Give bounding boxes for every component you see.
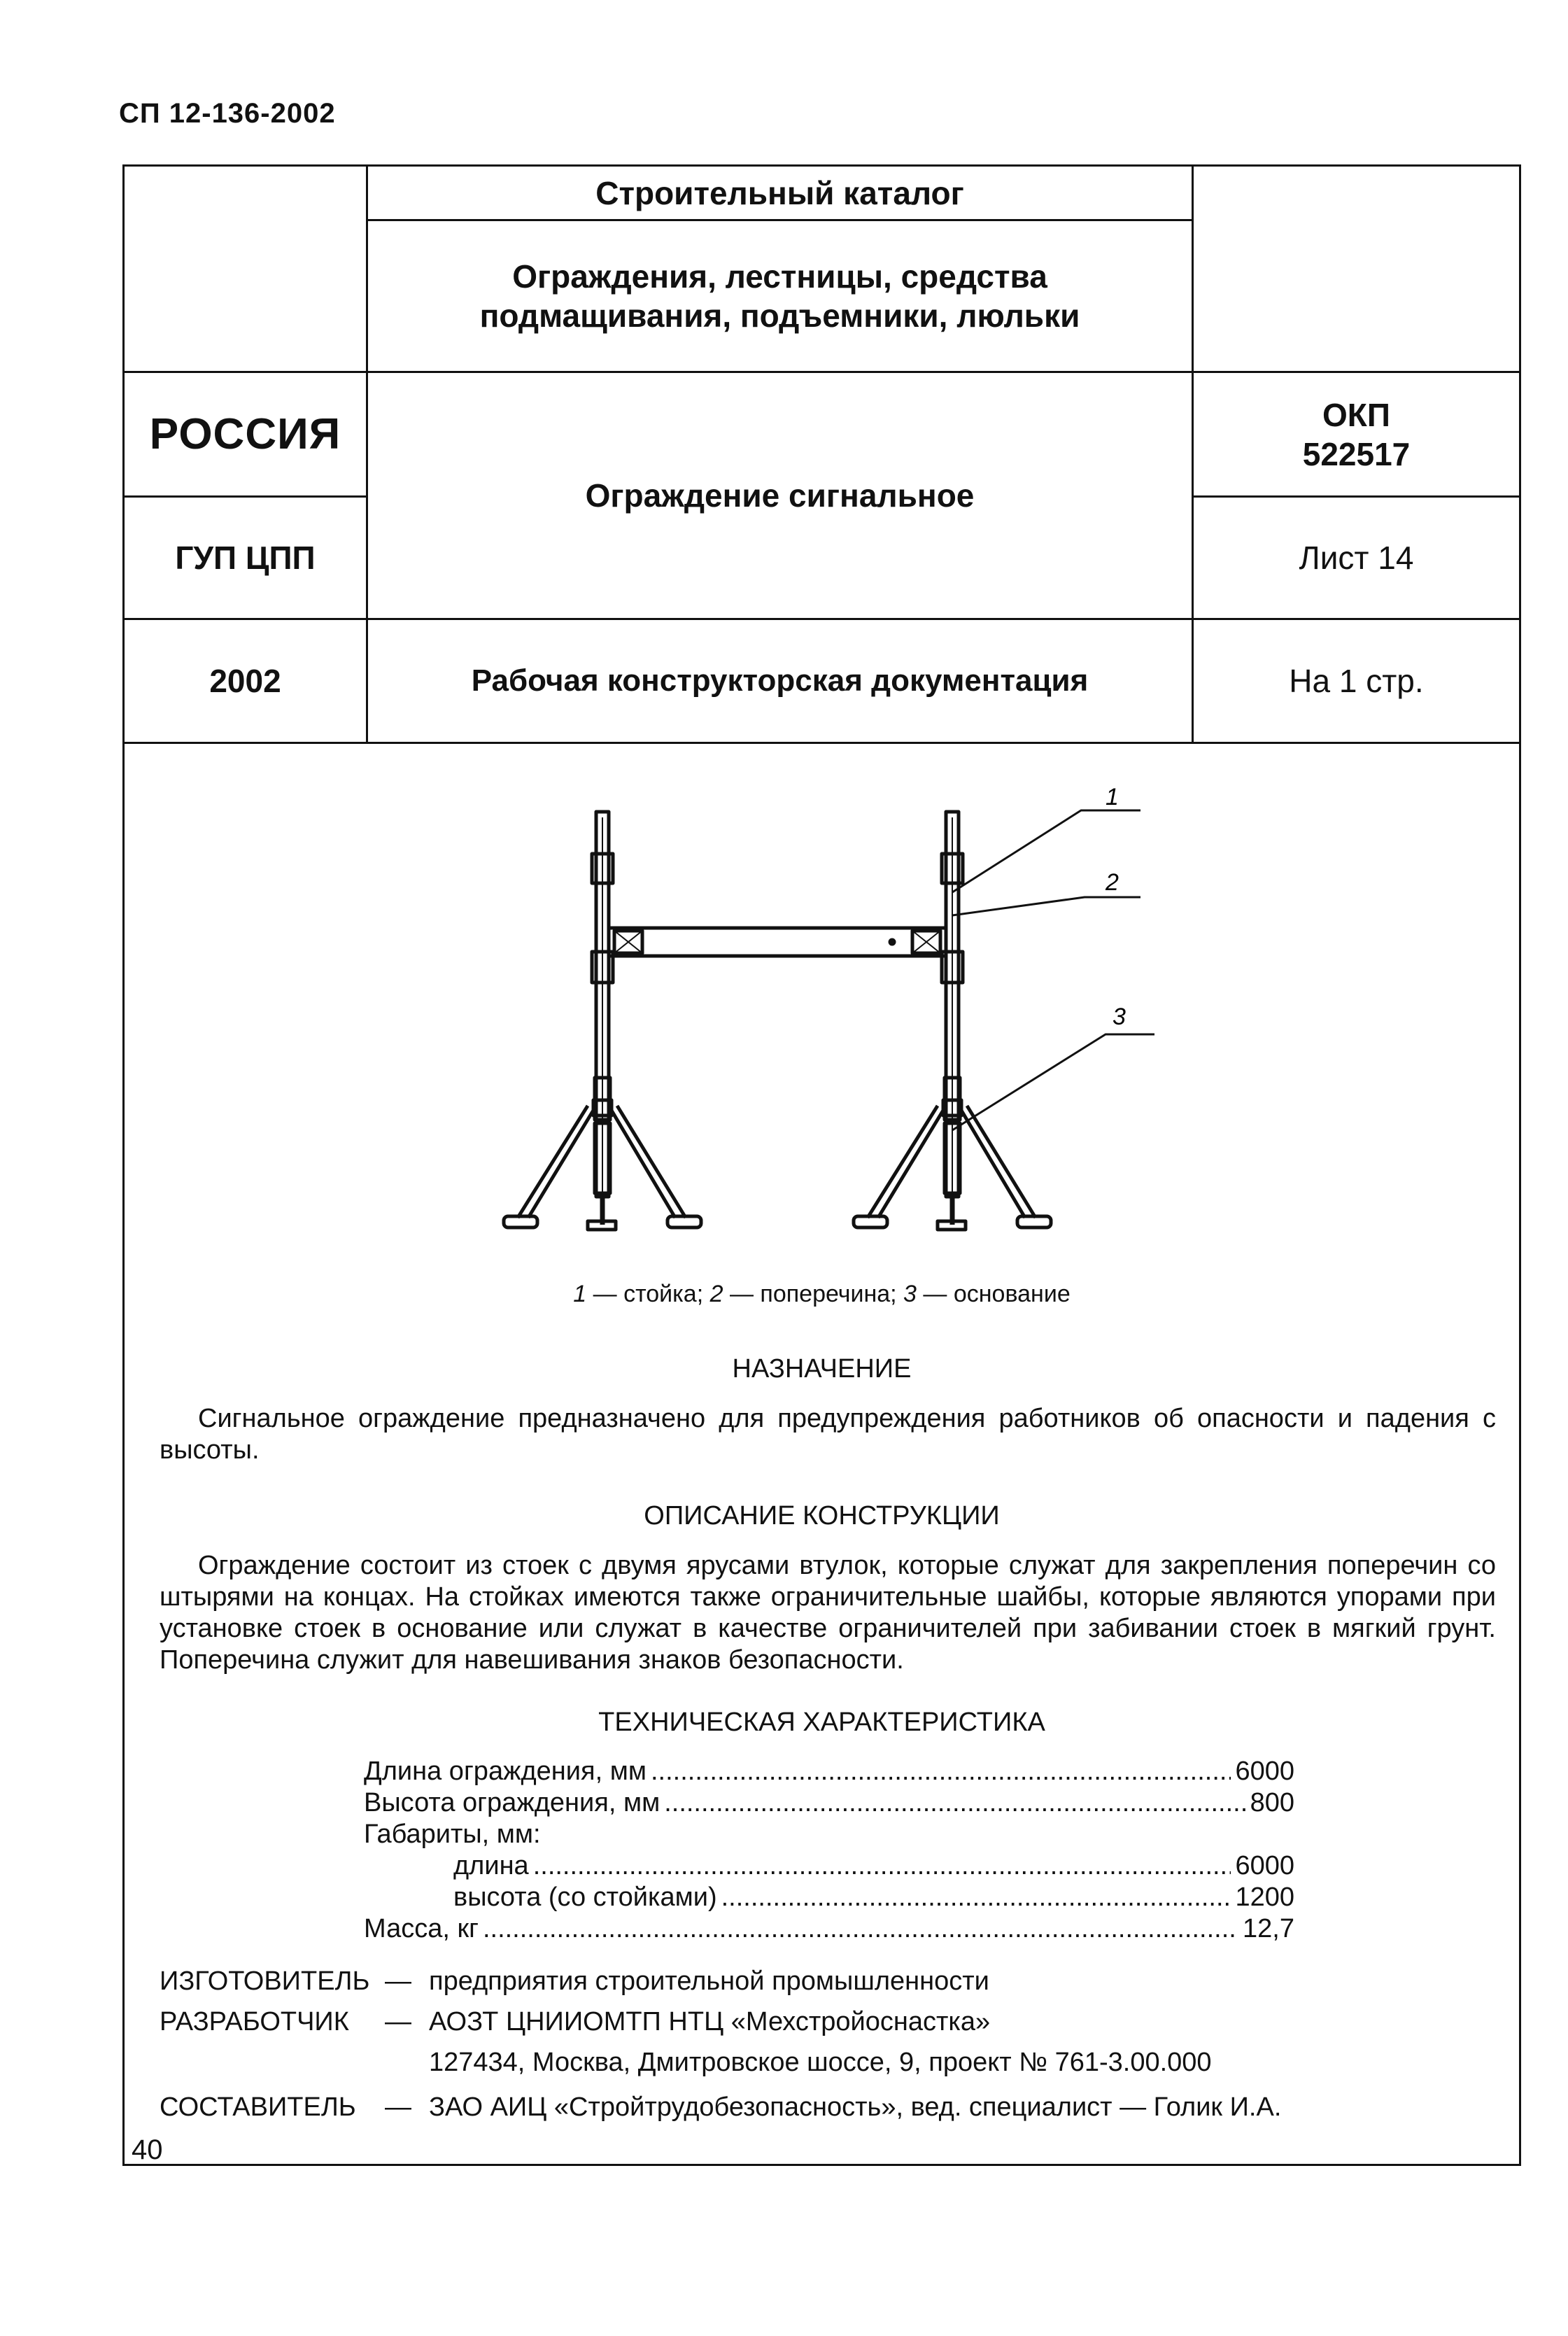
credit-text: АОЗТ ЦНИИОМТП НТЦ «Мехстройоснастка» xyxy=(429,2007,991,2036)
spec-label: Высота ограждения, мм xyxy=(364,1788,664,1818)
leader-dots xyxy=(483,1914,1238,1944)
callout-3: 3 xyxy=(1113,1004,1126,1030)
spec-row xyxy=(364,1820,1294,1851)
caption-text: — стойка; xyxy=(586,1281,710,1307)
catalog-subtitle-line: Ограждения, лестницы, средства xyxy=(512,258,1047,295)
okp-number: 522517 xyxy=(1302,435,1411,472)
credit-role: СОСТАВИТЕЛЬ xyxy=(160,2092,356,2122)
credit-text: предприятия строительной промышленности xyxy=(429,1966,989,1996)
year-label: 2002 xyxy=(209,663,281,699)
catalog-subtitle xyxy=(368,221,1192,371)
credit-role: РАЗРАБОТЧИК xyxy=(160,2007,349,2036)
page-count: На 1 стр. xyxy=(1289,663,1424,699)
catalog-title: Строительный каталог xyxy=(595,174,964,211)
spec-value: 800 xyxy=(1250,1788,1294,1817)
credit-dash: — xyxy=(385,1966,411,1996)
doc-type: Рабочая конструкторская документация xyxy=(471,663,1089,698)
okp-code xyxy=(1194,373,1519,495)
crossbar xyxy=(609,928,946,956)
fence-drawing xyxy=(490,742,1189,1246)
leader-dots xyxy=(721,1883,1231,1913)
purpose-heading: НАЗНАЧЕНИЕ xyxy=(732,1354,912,1384)
caption-text: — основание xyxy=(916,1281,1071,1307)
spec-label: длина xyxy=(453,1851,533,1881)
construction-text: Ограждение состоит из стоек с двумя ярусами втулок, которые служат для закрепления поперечин со штырями на концах. На стойках имеются также ограничительные шайбы, которые являются упорами при установке стоек в основание или служат в качестве ограничителей при забивании стоек в мягкий грунт. Поперечина служит для навешивания знаков безопасности. xyxy=(160,1551,1496,1675)
specs-list xyxy=(364,1757,1294,1946)
callout-1: 1 xyxy=(1106,784,1119,810)
country-label: РОССИЯ xyxy=(149,410,341,458)
credit-text: 127434, Москва, Дмитровское шоссе, 9, проект № 761-3.00.000 xyxy=(429,2048,1212,2077)
spec-label: Длина ограждения, мм xyxy=(364,1757,651,1787)
spec-value: 1200 xyxy=(1235,1883,1294,1912)
spec-value: 12,7 xyxy=(1243,1914,1294,1943)
spec-row xyxy=(364,1914,1294,1946)
page-number: 40 xyxy=(132,2134,163,2165)
leader-lines xyxy=(952,810,1154,1130)
callout-2: 2 xyxy=(1106,869,1119,896)
credit-role: ИЗГОТОВИТЕЛЬ xyxy=(160,1966,370,1996)
leader-dots xyxy=(651,1757,1231,1787)
spec-value: 6000 xyxy=(1235,1757,1294,1786)
caption-num: 3 xyxy=(903,1281,917,1307)
leader-dots xyxy=(533,1851,1231,1881)
caption-num: 1 xyxy=(573,1281,587,1307)
left-post xyxy=(588,812,616,1230)
spec-row xyxy=(364,1788,1294,1820)
purpose-text: Сигнальное ограждение предназначено для предупреждения работников об опасности и падения с высоты. xyxy=(160,1404,1496,1465)
spec-label: высота (со стойками) xyxy=(453,1883,721,1913)
credit-dash: — xyxy=(385,2007,411,2036)
sheet-number: Лист 14 xyxy=(1299,540,1414,576)
construction-heading: ОПИСАНИЕ КОНСТРУКЦИИ xyxy=(644,1501,1000,1531)
okp-label: ОКП xyxy=(1322,396,1390,433)
spec-row xyxy=(364,1883,1294,1914)
credit-text: ЗАО АИЦ «Стройтрудобезопасность», вед. специалист — Голик И.А. xyxy=(429,2092,1282,2122)
doc-code: СП 12-136-2002 xyxy=(119,98,336,129)
product-name: Ограждение сигнальное xyxy=(585,477,975,514)
caption-text: — поперечина; xyxy=(723,1281,904,1307)
organization-label: ГУП ЦПП xyxy=(175,540,316,576)
spec-row xyxy=(364,1851,1294,1883)
caption-num: 2 xyxy=(709,1281,723,1307)
catalog-subtitle-line: подмащивания, подъемники, люльки xyxy=(479,297,1080,334)
drawing-caption xyxy=(122,1281,1521,1308)
right-post xyxy=(938,812,966,1230)
spec-label: Габариты, мм: xyxy=(364,1820,545,1850)
credit-dash: — xyxy=(385,2092,411,2122)
specs-heading: ТЕХНИЧЕСКАЯ ХАРАКТЕРИСТИКА xyxy=(598,1708,1045,1737)
spec-value: 6000 xyxy=(1235,1851,1294,1880)
leader-dots xyxy=(664,1788,1245,1818)
spec-label: Масса, кг xyxy=(364,1914,483,1944)
spec-row xyxy=(364,1757,1294,1788)
